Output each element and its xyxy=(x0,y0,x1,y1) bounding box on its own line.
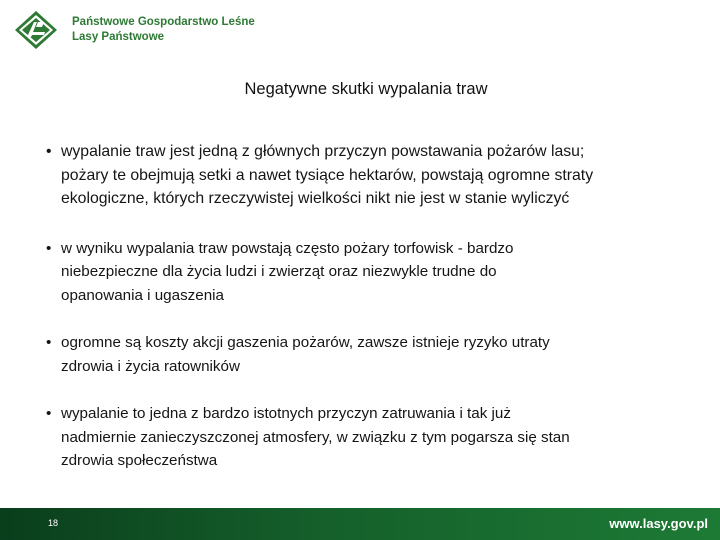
bullet-item xyxy=(44,331,694,378)
bullet-item xyxy=(44,237,694,308)
bullet-line: opanowania i ugaszenia xyxy=(61,286,224,304)
slide-title: Negatywne skutki wypalania traw xyxy=(244,80,488,98)
lasy-panstwowe-logo-icon xyxy=(14,10,58,50)
bullet-line: w wyniku wypalania traw powstają często pożary torfowisk - bardzo xyxy=(61,239,514,257)
organization-name xyxy=(72,15,255,45)
bullet-line: nadmiernie zanieczyszczonej atmosfery, w związku z tym pogarsza się stan xyxy=(61,428,570,446)
bullet-line: zdrowia i życia ratowników xyxy=(61,357,240,375)
organization-name-line1: Państwowe Gospodarstwo Leśne xyxy=(72,16,255,28)
bullet-line: zdrowia społeczeństwa xyxy=(61,452,218,469)
bullet-line: pożary te obejmują setki a nawet tysiące hektarów, powstają ogromne straty xyxy=(61,166,594,184)
bullet-line: ekologiczne, których rzeczywistej wielkości nikt nie jest w stanie wyliczyć xyxy=(61,190,570,207)
bullet-list xyxy=(44,140,694,473)
bullet-line: ogromne są koszty akcji gaszenia pożarów, zawsze istnieje ryzyko utraty xyxy=(61,334,550,351)
slide-header xyxy=(0,0,720,62)
website-link[interactable]: www.lasy.gov.pl xyxy=(609,516,708,531)
bullet-marker: • xyxy=(46,405,52,422)
bullet-marker: • xyxy=(46,334,52,351)
page-number: 18 xyxy=(48,518,59,528)
bullet-item xyxy=(44,140,694,211)
bullet-marker: • xyxy=(46,239,52,257)
footer-bar xyxy=(0,508,720,540)
bullet-marker: • xyxy=(46,143,52,160)
bullet-line: wypalanie to jedna z bardzo istotnych przyczyn zatruwania i tak już xyxy=(61,405,511,422)
bullet-line: wypalanie traw jest jedną z głównych przyczyn powstawania pożarów lasu; xyxy=(61,143,585,160)
bullet-item xyxy=(44,402,694,473)
organization-name-line2: Lasy Państwowe xyxy=(72,31,165,43)
bullet-line: niebezpieczne dla życia ludzi i zwierząt oraz niezwykle trudne do xyxy=(61,263,497,280)
